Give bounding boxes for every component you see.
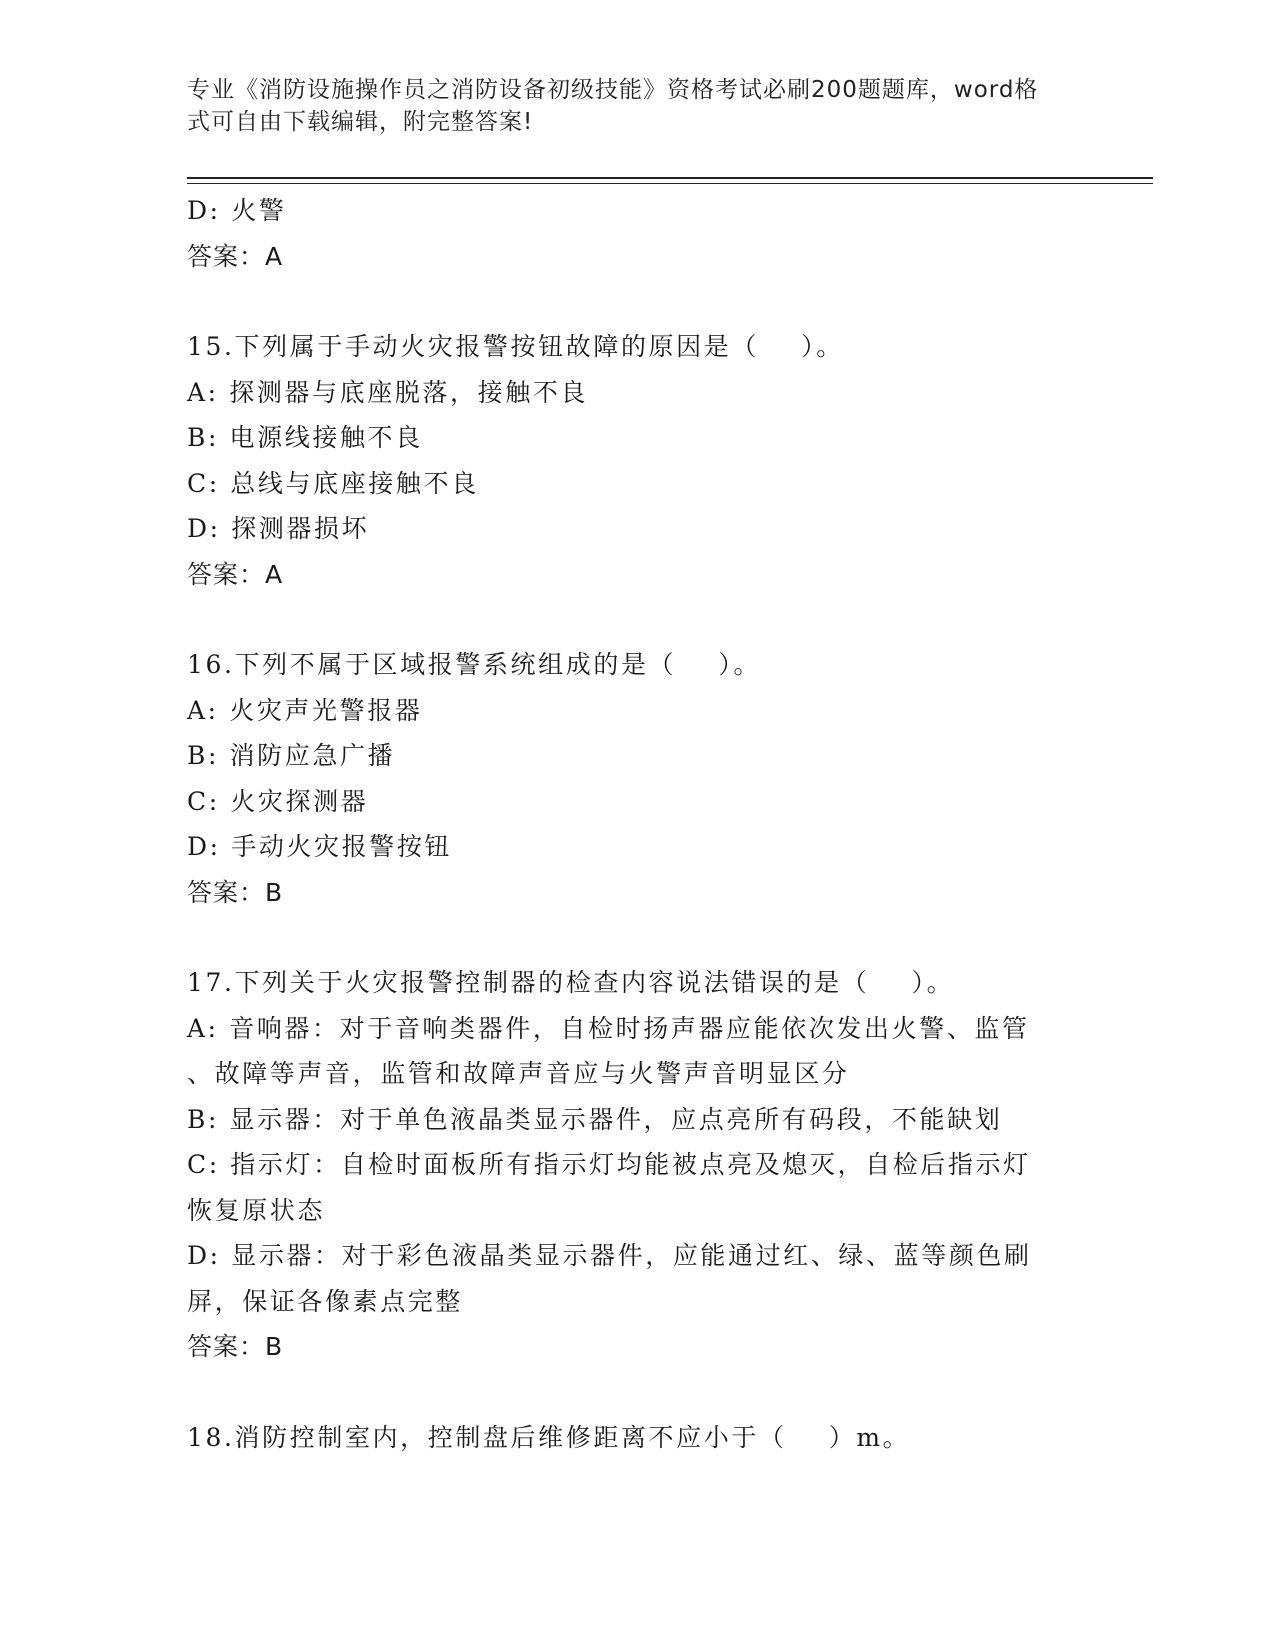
option-d-line-1: D: 显示器：对于彩色液晶类显示器件，应能通过红、绿、蓝等颜色刷 bbox=[187, 1241, 1032, 1270]
option-b: B: 消防应急广播 bbox=[187, 741, 396, 770]
question-15 bbox=[187, 324, 1087, 597]
spacer bbox=[187, 1370, 1087, 1415]
answer: 答案：B bbox=[187, 877, 284, 907]
option-d-line-2: 屏，保证各像素点完整 bbox=[187, 1286, 464, 1316]
option-c-line-1: C: 指示灯：自检时面板所有指示灯均能被点亮及熄灭，自检后指示灯 bbox=[187, 1150, 1031, 1179]
answer: 答案：A bbox=[187, 559, 284, 589]
document-header bbox=[187, 74, 1077, 138]
header-line-1: 专业《消防设施操作员之消防设备初级技能》资格考试必刷200题题库，word格 bbox=[187, 77, 1039, 103]
question-text: 15.下列属于手动火灾报警按钮故障的原因是（ ）。 bbox=[187, 332, 844, 361]
question-text: 18.消防控制室内，控制盘后维修距离不应小于（ ）m。 bbox=[187, 1422, 911, 1452]
question-text: 17.下列关于火灾报警控制器的检查内容说法错误的是（ ）。 bbox=[187, 968, 955, 997]
option-b: B: 显示器：对于单色液晶类显示器件，应点亮所有码段，不能缺划 bbox=[187, 1104, 1003, 1134]
header-divider-thin bbox=[187, 183, 1153, 184]
option-d: D: 手动火灾报警按钮 bbox=[187, 832, 453, 861]
spacer bbox=[187, 279, 1087, 324]
option-a: A: 探测器与底座脱落，接触不良 bbox=[187, 377, 589, 407]
option-b: B: 电源线接触不良 bbox=[187, 423, 423, 452]
option-d: D: 探测器损坏 bbox=[187, 514, 370, 543]
option-a: A: 火灾声光警报器 bbox=[187, 695, 423, 725]
answer: 答案：B bbox=[187, 1332, 284, 1361]
spacer bbox=[187, 597, 1087, 642]
spacer bbox=[187, 915, 1087, 960]
option-a-line-2: 、故障等声音，监管和故障声音应与火警声音明显区分 bbox=[187, 1059, 850, 1088]
prev-question-tail bbox=[187, 188, 1087, 279]
option-c: C: 总线与底座接触不良 bbox=[187, 468, 479, 498]
header-divider-thick bbox=[187, 177, 1153, 179]
question-18 bbox=[187, 1415, 1087, 1461]
question-text: 16.下列不属于区域报警系统组成的是（ ）。 bbox=[187, 650, 762, 679]
header-line-2: 式可自由下载编辑，附完整答案! bbox=[187, 109, 534, 135]
option-d: D: 火警 bbox=[187, 196, 287, 225]
question-list bbox=[187, 188, 1087, 1460]
question-17 bbox=[187, 960, 1087, 1370]
option-c-line-2: 恢复原状态 bbox=[187, 1195, 326, 1225]
option-a-line-1: A: 音响器：对于音响类器件，自检时扬声器应能依次发出火警、监管 bbox=[187, 1013, 1030, 1043]
question-16 bbox=[187, 642, 1087, 915]
answer: 答案：A bbox=[187, 241, 284, 271]
option-c: C: 火灾探测器 bbox=[187, 786, 369, 816]
